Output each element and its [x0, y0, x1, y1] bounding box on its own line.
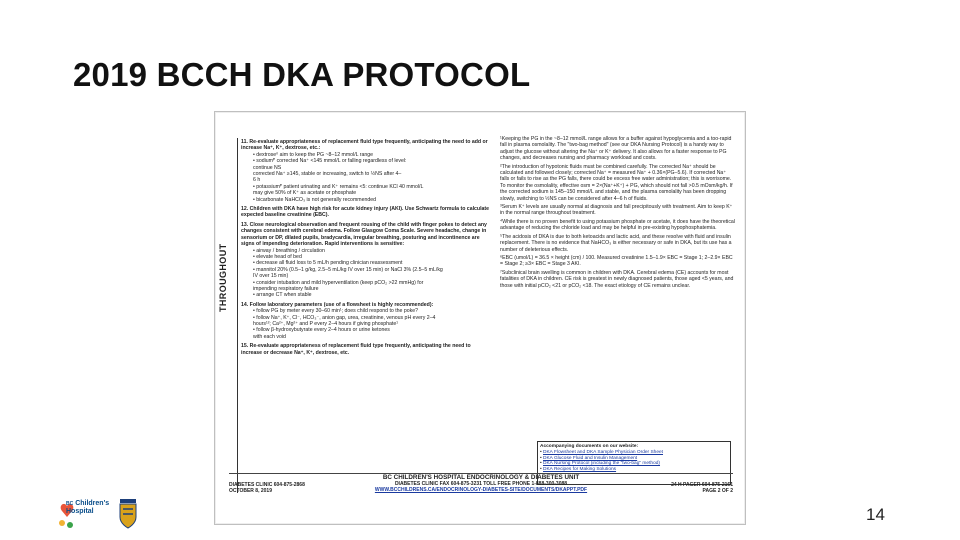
footnote-paragraph: ²The introduction of hypotonic fluids must be combined carefully. The corrected Na⁺ should be calculated and followed closely; corrected Na⁺ = measured Na⁺ + 0.36×(PG–5.6). If corrected Na⁺ falls or fails to rise as the PG falls, there could be excess free water administration; this is worrisome. To monitor the osmolality, effective osm = 2×(Na⁺+K⁺) + PG, which should not fall >0.5 mOsm/kg/h. If the corrected sodium is 145–150 mmol/L and stable, and the plasma osmolality has been dropping slowly, switching to ½NS can be considered after 4–6 h of fluids.	[500, 163, 733, 202]
protocol-step	[241, 206, 493, 219]
step-number: 12.	[241, 206, 249, 213]
logo-prefix: BC	[66, 501, 74, 507]
refs-title: Accompanying documents on our website:	[540, 444, 639, 449]
step-subline: • bicarbonate NaHCO₃ is not generally recommended	[253, 196, 377, 203]
step-subline: • potassiumᴾ patient urinating and K⁺ remains <5: continue KCl 40 mmol/L	[253, 183, 424, 190]
footnote-paragraph: ⁵The acidosis of DKA is due to both ketoacids and lactic acid, and these resolve with fluid and insulin replacement. There is no evidence that NaHCO₃ is either necessary or safe in DKA, but its use has a number of deleterious effects.	[500, 233, 732, 253]
step-subline: impending respiratory failure	[253, 285, 319, 292]
accompanying-documents-box: Accompanying documents on our website: • DKA Flowsheet and DKA Sample Physician Order Sheet • DKA Glucose Fluid and Insulin Management • DKA Nursing Protocol (including the "two-bag" method) • DKA Recipes for Making Solutions	[537, 441, 731, 485]
ubc-crest-icon	[117, 497, 139, 531]
footer-clinic-phone: DIABETES CLINIC 604-875-2868	[229, 482, 305, 488]
step-subline: • follow β-hydroxybutyrate every 2–4 hours or urine ketones	[253, 327, 390, 334]
step-subline: IV over 15 min)	[253, 273, 289, 280]
footnote-paragraph: ⁷Subclinical brain swelling is common in children with DKA. Cerebral edema (CE) accounts for most fatalities of DKA in children. CE risk is greatest in newly diagnosed patients, those aged <5 years, and those with initial pCO₂ <21 or pCO₂ <18. The exact etiology of CE remains unclear.	[500, 269, 734, 289]
step-number: 11.	[241, 139, 248, 145]
step-text: Children with DKA have high risk for acute kidney injury (AKI). Use Schwartz formula to calculate expected baseline creatinine (EBC).	[241, 206, 490, 219]
logo-line2: Hospital	[66, 508, 94, 515]
step-subline: with each void	[253, 333, 286, 340]
side-label: THROUGHOUT	[218, 243, 228, 312]
footer-contacts: DIABETES CLINIC FAX 604-875-3231 TOLL FREE PHONE 1-888-300-3088	[394, 481, 568, 487]
step-number: 15.	[241, 343, 249, 350]
step-subline: • mannitol 20% (0.5–1 g/kg, 2.5–5 mL/kg IV over 15 min) or NaCl 3% (2.5–5 mL/kg	[253, 266, 443, 273]
step-text: Close neurological observation and frequent rousing of the child with finger pokes to detect any changes consistent with cerebral edema. Follow Glasgow Coma Scale. Severe headache, change in sensorium or DP, dilated pupils, bradycardia, irregular breathing, posturing and incontinence are signs of impending deterioration. Rapid interventions is sensitive:	[241, 221, 487, 248]
step-text: Re-evaluate appropriateness of replacement fluid type frequently, anticipating the need to add or increase Na⁺, K⁺, dextrose, etc.:	[241, 139, 488, 152]
logo-line1: Children's	[75, 500, 110, 507]
document-footer	[229, 473, 733, 494]
step-subline: • airway / breathing / circulation	[253, 247, 325, 254]
protocol-step	[241, 343, 493, 356]
step-subline: corrected Na⁺ ≥145, stable or increasing, switch to ½NS after 4–	[253, 171, 402, 178]
step-subline: • consider intubation and mild hyperventilation (keep pCO₂ >22 mmHg) for	[253, 279, 424, 286]
step-subline: 6 h	[253, 177, 261, 184]
protocol-step	[241, 222, 493, 299]
bc-childrens-hospital-logo	[56, 497, 118, 533]
protocol-document-image	[214, 111, 746, 525]
step-subline: continue NS	[253, 164, 282, 171]
footnote-paragraph: ¹Keeping the PG in the ~8–12 mmol/L range allows for a buffer against hypoglycemia and a too-rapid fall in plasma osmolality. The "two-bag method" (see our DKA Nursing Protocol) is a handy way to adjust the glucose without altering the Na⁺ or K⁺ delivery. It also allows for a faster response to PG changes, and decreases nursing and pharmacy workload and costs.	[500, 136, 732, 162]
footer-url[interactable]: WWW.BCCHILDRENS.CA/ENDOCRINOLOGY-DIABETES-SITE/DOCUMENTS/DKAPPT.PDF	[374, 487, 588, 493]
step-subline: • sodiumᴾ corrected Na⁺ <145 mmol/L or falling regardless of level:	[253, 158, 407, 165]
step-subline: hours¹²; Ca²⁺, Mg²⁺ and P every 2–4 hours if giving phosphate¹	[253, 320, 398, 327]
reference-link[interactable]: DKA Glucose Fluid and Insulin Management	[543, 455, 638, 461]
page-number: 14	[866, 505, 885, 524]
divider	[237, 138, 238, 493]
step-subline: • follow PG by meter every 30–60 min¹; does child respond to the poke?	[253, 308, 419, 315]
step-subline: • decrease all fluid loss to 5 mL/h pending clinician reassessment	[253, 260, 403, 267]
protocol-step	[241, 302, 493, 340]
slide-title: 2019 BCCH DKA PROTOCOL	[73, 56, 531, 93]
footer-page: PAGE 2 OF 2	[702, 488, 733, 494]
reference-link[interactable]: DKA Recipes for Making Solutions	[543, 467, 617, 473]
step-text: Follow laboratory parameters (use of a flowsheet is highly recommended):	[249, 301, 434, 308]
reference-link[interactable]: DKA Flowsheet and DKA Sample Physician Order Sheet	[543, 449, 663, 455]
step-subline: • arrange CT when stable	[253, 292, 312, 299]
step-number: 13.	[241, 221, 249, 228]
step-subline: • follow Na⁺, K⁺, Cl⁻, HCO₃⁻, anion gap, urea, creatinine, venous pH every 2–4	[253, 314, 436, 321]
step-subline: • elevate head of bed	[253, 253, 302, 260]
footnote-paragraph: ⁴While there is no proven benefit to using potassium phosphate or acetate, it does have the theoretical advantage of reducing the chloride load and may be helpful in pre-existing hypophosphatemia.	[500, 218, 735, 232]
protocol-step	[241, 139, 493, 203]
reference-link[interactable]: DKA Nursing Protocol (including the "two-bag" method)	[543, 461, 661, 467]
footer-title: BC CHILDREN'S HOSPITAL ENDOCRINOLOGY & DIABETES UNIT	[382, 474, 580, 481]
footnote-paragraph: ⁶EBC (umol/L) = 36.5 × height (cm) / 100. Measured creatinine 1.5–1.9× EBC = Stage 1; 2–2.9× EBC = Stage 2; ≥3× EBC = Stage 3 AKI.	[500, 254, 733, 268]
step-text: Re-evaluate appropriateness of replacement fluid type frequently, anticipating the need to increase or decrease Na⁺, K⁺, dextrose, etc.	[241, 343, 471, 356]
step-subline: may give 50% of K⁺ as acetate or phosphate	[253, 190, 357, 197]
footnote-paragraph: ³Serum K⁺ levels are usually normal at diagnosis and fall precipitously with treatment. Aim to keep K⁺ in the normal range throughout treatment.	[500, 204, 733, 217]
footnotes-column	[500, 136, 735, 291]
step-subline: • dextrose⁰ aim to keep the PG ~8–12 mmol/L range	[253, 151, 374, 158]
footer-date: OCTOBER 8, 2019	[229, 488, 272, 494]
step-number: 14.	[241, 301, 249, 308]
footer-pager: 24 H PAGER 604-875-2161	[671, 482, 733, 488]
protocol-steps	[241, 139, 493, 359]
